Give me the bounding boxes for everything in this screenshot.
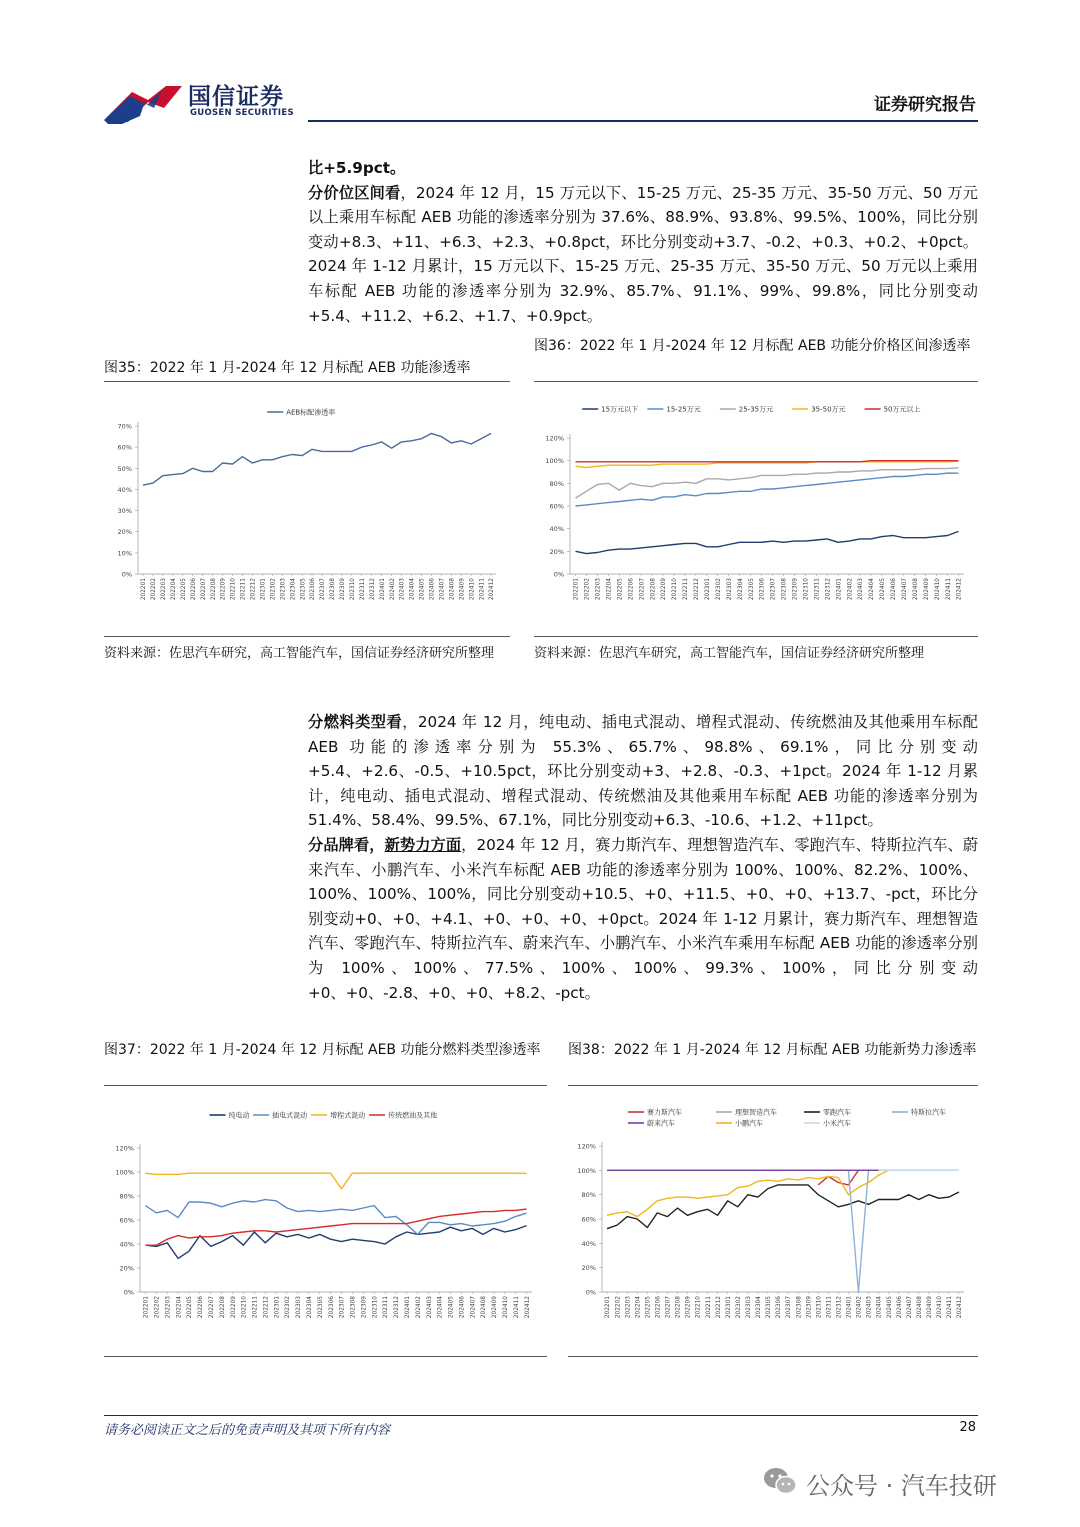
x-tick-label: 202408 <box>912 578 919 601</box>
x-tick-label: 202203 <box>161 578 168 601</box>
x-tick-label: 202405 <box>880 578 887 601</box>
x-tick-label: 202310 <box>816 1296 823 1319</box>
x-tick-label: 202406 <box>429 578 436 601</box>
x-tick-label: 202312 <box>825 578 832 601</box>
x-tick-label: 202308 <box>781 578 788 601</box>
x-tick-label: 202410 <box>934 578 941 601</box>
x-tick-label: 202403 <box>399 578 406 601</box>
x-tick-label: 202202 <box>151 578 158 601</box>
y-tick-label: 80% <box>119 1192 134 1201</box>
x-tick-label: 202407 <box>439 578 446 601</box>
figure-caption: 图38：2022 年 1 月-2024 年 12 月标配 AEB 功能新势力渗透率 <box>568 1042 977 1058</box>
x-tick-label: 202302 <box>735 1296 742 1319</box>
x-tick-label: 202204 <box>171 578 178 601</box>
y-tick-label: 80% <box>549 479 564 488</box>
x-tick-label: 202308 <box>350 1296 357 1319</box>
paragraph-sublead: 新势力方面 <box>384 835 462 854</box>
x-tick-label: 202406 <box>896 1296 903 1319</box>
x-tick-label: 202412 <box>524 1296 531 1319</box>
x-tick-label: 202301 <box>725 1296 732 1319</box>
x-tick-label: 202402 <box>856 1296 863 1319</box>
x-tick-label: 202311 <box>814 578 821 601</box>
x-tick-label: 202211 <box>240 578 247 601</box>
x-tick-label: 202402 <box>389 578 396 601</box>
x-tick-label: 202407 <box>902 578 909 601</box>
x-tick-label: 202312 <box>394 1296 401 1319</box>
x-tick-label: 202309 <box>806 1296 813 1319</box>
x-tick-label: 202203 <box>625 1296 632 1319</box>
source-rule <box>104 636 510 637</box>
x-tick-label: 202304 <box>290 578 297 601</box>
x-tick-label: 202205 <box>645 1296 652 1319</box>
legend-label: 25-35万元 <box>738 405 774 414</box>
source-rule <box>534 636 978 637</box>
x-tick-label: 202211 <box>683 578 690 601</box>
x-tick-label: 202302 <box>270 578 277 601</box>
watermark-text: 公众号 · 汽车技研 <box>806 1472 997 1500</box>
caption-rule <box>104 1085 547 1086</box>
x-tick-label: 202303 <box>726 578 733 601</box>
x-tick-label: 202304 <box>737 578 744 601</box>
source-rule <box>568 1356 978 1357</box>
x-tick-label: 202406 <box>891 578 898 601</box>
x-tick-label: 202206 <box>198 1296 205 1319</box>
x-tick-label: 202401 <box>379 578 386 601</box>
x-tick-label: 202406 <box>459 1296 466 1319</box>
legend-label: 小米汽车 <box>823 1119 851 1128</box>
x-tick-label: 202207 <box>200 578 207 601</box>
y-tick-label: 20% <box>581 1264 596 1273</box>
x-tick-label: 202410 <box>469 578 476 601</box>
x-tick-label: 202310 <box>372 1296 379 1319</box>
x-tick-label: 202410 <box>502 1296 509 1319</box>
x-tick-label: 202411 <box>947 1296 954 1319</box>
y-tick-label: 100% <box>545 457 564 466</box>
x-tick-label: 202206 <box>655 1296 662 1319</box>
x-tick-label: 202409 <box>492 1296 499 1319</box>
x-tick-label: 202306 <box>759 578 766 601</box>
y-tick-label: 20% <box>549 547 564 556</box>
x-tick-label: 202404 <box>876 1296 883 1319</box>
series-line <box>145 1226 526 1259</box>
x-tick-label: 202411 <box>945 578 952 601</box>
x-tick-label: 202401 <box>404 1296 411 1319</box>
y-tick-label: 60% <box>117 443 132 452</box>
y-tick-label: 80% <box>581 1191 596 1200</box>
paragraph-body: ，2024 年 12 月，15 万元以下、15-25 万元、25-35 万元、35-50 万元、50 万元以上乘用车标配 AEB 功能的渗透率分别为 37.6%、88.9%、93.8%、99.5%、100%，同比分别变动+8.3、+11、+6.3、+2.3、+0.8pct，环比分别变动+3.7、-0.2、+0.3、+0.2、+0pct。2024 年 1-12 月累计，15 万元以下、15-25 万元、25-35 万元、35-50 万元、50 万元以上乘用车标配 AEB 功能的渗透率分别为 32.9%、85.7%、91.1%、99%、99.8%，同比分别变动+5.4、+11.2、+6.2、+1.7、+0.9pct。 <box>308 183 978 325</box>
y-tick-label: 0% <box>121 570 132 579</box>
x-tick-label: 202407 <box>470 1296 477 1319</box>
x-tick-label: 202403 <box>426 1296 433 1319</box>
x-tick-label: 202402 <box>415 1296 422 1319</box>
legend-label: 蔚来汽车 <box>647 1119 675 1128</box>
x-tick-label: 202311 <box>826 1296 833 1319</box>
y-tick-label: 20% <box>119 1264 134 1273</box>
x-tick-label: 202306 <box>310 578 317 601</box>
paragraph-lead: 分燃料类型看 <box>308 713 403 731</box>
x-tick-label: 202308 <box>330 578 337 601</box>
caption-rule <box>534 381 978 382</box>
y-tick-label: 60% <box>581 1215 596 1224</box>
x-tick-label: 202403 <box>866 1296 873 1319</box>
y-tick-label: 100% <box>115 1168 134 1177</box>
legend-label: 赛力斯汽车 <box>647 1108 682 1117</box>
x-tick-label: 202302 <box>715 578 722 601</box>
x-tick-label: 202403 <box>858 578 865 601</box>
y-tick-label: 40% <box>117 485 132 494</box>
header-divider <box>308 120 978 122</box>
series-line <box>818 1170 959 1185</box>
x-tick-label: 202407 <box>906 1296 913 1319</box>
figure-source: 资料来源：佐思汽车研究，高工智能汽车，国信证券经济研究所整理 <box>104 646 495 661</box>
figure-caption: 图35：2022 年 1 月-2024 年 12 月标配 AEB 功能渗透率 <box>104 360 471 376</box>
x-tick-label: 202204 <box>635 1296 642 1319</box>
x-tick-label: 202311 <box>383 1296 390 1319</box>
legend-label: 小鹏汽车 <box>735 1119 763 1128</box>
x-tick-label: 202206 <box>628 578 635 601</box>
x-tick-label: 202410 <box>937 1296 944 1319</box>
wechat-icon <box>762 1466 798 1496</box>
footer-disclaimer: 请务必阅读正文之后的免责声明及其项下所有内容 <box>104 1423 391 1438</box>
x-tick-label: 202304 <box>306 1296 313 1319</box>
x-tick-label: 202209 <box>685 1296 692 1319</box>
x-tick-label: 202301 <box>260 578 267 601</box>
x-tick-label: 202212 <box>715 1296 722 1319</box>
x-tick-label: 202402 <box>847 578 854 601</box>
y-tick-label: 20% <box>117 528 132 537</box>
x-tick-label: 202207 <box>639 578 646 601</box>
x-tick-label: 202308 <box>796 1296 803 1319</box>
x-tick-label: 202401 <box>846 1296 853 1319</box>
legend-label: 15-25万元 <box>666 405 701 414</box>
x-tick-label: 202212 <box>694 578 701 601</box>
legend-label: 增程式混动 <box>330 1111 366 1120</box>
legend-label: 纯电动 <box>228 1111 250 1120</box>
legend-label: 15万元以下 <box>601 405 639 414</box>
paragraph-continuation: 比+5.9pct。 <box>308 159 406 177</box>
paragraph-price-range <box>308 156 978 328</box>
x-tick-label: 202202 <box>154 1296 161 1319</box>
y-tick-label: 40% <box>549 525 564 534</box>
x-tick-label: 202305 <box>300 578 307 601</box>
figure-caption: 图37：2022 年 1 月-2024 年 12 月标配 AEB 功能分燃料类型渗透率 <box>104 1042 541 1058</box>
x-tick-label: 202301 <box>705 578 712 601</box>
x-tick-label: 202307 <box>770 578 777 601</box>
x-tick-label: 202210 <box>241 1296 248 1319</box>
figure-caption: 图36：2022 年 1 月-2024 年 12 月标配 AEB 功能分价格区间渗透率 <box>534 338 971 354</box>
y-tick-label: 40% <box>581 1239 596 1248</box>
x-tick-label: 202411 <box>513 1296 520 1319</box>
x-tick-label: 202303 <box>746 1296 753 1319</box>
paragraph-body: ，2024 年 12 月，纯电动、插电式混动、增程式混动、传统燃油及其他乘用车标配 AEB 功能的渗透率分别为 55.3%、65.7%、98.8%、69.1%，同比分别变动+5.4、+2.6、-0.5、+10.5pct，环比分别变动+3、+2.8、-0.3、+1pct。2024 年 1-12 月累计，纯电动、插电式混动、增程式混动、传统燃油及其他乘用车标配 AEB 功能的渗透率分别为 51.4%、58.4%、99.5%、67.1%，同比分别变动+6.3、-10.6、+1.2、+11pct。 <box>308 713 978 830</box>
x-tick-label: 202412 <box>956 578 963 601</box>
x-tick-label: 202201 <box>605 1296 612 1319</box>
y-tick-label: 120% <box>545 434 564 443</box>
y-tick-label: 100% <box>577 1166 596 1175</box>
x-tick-label: 202408 <box>916 1296 923 1319</box>
x-tick-label: 202312 <box>369 578 376 601</box>
x-tick-label: 202208 <box>219 1296 226 1319</box>
x-tick-label: 202201 <box>143 1296 150 1319</box>
series-line <box>576 473 959 506</box>
x-tick-label: 202204 <box>176 1296 183 1319</box>
x-tick-label: 202412 <box>489 578 496 601</box>
x-tick-label: 202201 <box>573 578 580 601</box>
paragraph-lead: 分价位区间看 <box>308 183 401 202</box>
new-force-brand-penetration-chart <box>568 1096 978 1342</box>
x-tick-label: 202201 <box>141 578 148 601</box>
x-tick-label: 202203 <box>165 1296 172 1319</box>
x-tick-label: 202411 <box>479 578 486 601</box>
footer-divider <box>104 1415 978 1416</box>
series-line <box>143 433 491 485</box>
x-tick-label: 202412 <box>957 1296 964 1319</box>
x-tick-label: 202404 <box>409 578 416 601</box>
x-tick-label: 202302 <box>285 1296 292 1319</box>
paragraph-separator: ， <box>369 835 385 854</box>
x-tick-label: 202309 <box>340 578 347 601</box>
legend-label: 插电式混动 <box>272 1111 308 1120</box>
paragraph-body: ，2024 年 12 月，赛力斯汽车、理想智造汽车、零跑汽车、特斯拉汽车、蔚来汽车、小鹏汽车、小米汽车标配 AEB 功能的渗透率分别为 100%、100%、82.2%、100%、100%、100%、100%，同比分别变动+10.5、+0、+11.5、+0、+0、+13.7、-pct，环比分别变动+0、+0、+4.1、+0、+0、+0、+0pct。2024 年 1-12 月累计，赛力斯汽车、理想智造汽车、零跑汽车、特斯拉汽车、蔚来汽车、小鹏汽车、小米汽车乘用车标配 AEB 功能的渗透率分别为 100%、100%、77.5%、100%、100%、99.3%、100%，同比分别变动+0、+0、-2.8、+0、+0、+8.2、-pct。 <box>308 835 979 1002</box>
legend-label: 特斯拉汽车 <box>911 1108 946 1117</box>
x-tick-label: 202401 <box>836 578 843 601</box>
x-tick-label: 202205 <box>617 578 624 601</box>
series-line <box>576 468 959 498</box>
x-tick-label: 202210 <box>695 1296 702 1319</box>
x-tick-label: 202309 <box>792 578 799 601</box>
guosen-logo-icon <box>104 78 184 124</box>
y-tick-label: 0% <box>585 1288 596 1297</box>
x-tick-label: 202206 <box>190 578 197 601</box>
x-tick-label: 202205 <box>187 1296 194 1319</box>
source-rule <box>104 1356 547 1357</box>
fuel-type-penetration-chart <box>104 1096 547 1342</box>
caption-rule <box>568 1085 978 1086</box>
page-number: 28 <box>959 1420 976 1435</box>
x-tick-label: 202307 <box>339 1296 346 1319</box>
x-tick-label: 202409 <box>459 578 466 601</box>
x-tick-label: 202211 <box>705 1296 712 1319</box>
legend-label: 零跑汽车 <box>823 1108 851 1117</box>
x-tick-label: 202304 <box>756 1296 763 1319</box>
x-tick-label: 202408 <box>481 1296 488 1319</box>
legend-label: AEB标配渗透率 <box>286 408 336 417</box>
x-tick-label: 202301 <box>274 1296 281 1319</box>
x-tick-label: 202405 <box>448 1296 455 1319</box>
y-tick-label: 60% <box>549 502 564 511</box>
series-line <box>576 531 959 553</box>
x-tick-label: 202208 <box>650 578 657 601</box>
paragraph-fuel-type <box>308 710 978 1005</box>
x-tick-label: 202209 <box>230 1296 237 1319</box>
x-tick-label: 202210 <box>230 578 237 601</box>
y-tick-label: 30% <box>117 507 132 516</box>
x-tick-label: 202409 <box>927 1296 934 1319</box>
x-tick-label: 202212 <box>263 1296 270 1319</box>
x-tick-label: 202305 <box>317 1296 324 1319</box>
y-tick-label: 60% <box>119 1216 134 1225</box>
series-line <box>607 1170 959 1292</box>
caption-rule <box>104 381 510 382</box>
y-tick-label: 40% <box>119 1240 134 1249</box>
y-tick-label: 0% <box>553 570 564 579</box>
x-tick-label: 202405 <box>419 578 426 601</box>
series-line <box>145 1173 526 1189</box>
x-tick-label: 202211 <box>252 1296 259 1319</box>
x-tick-label: 202203 <box>595 578 602 601</box>
x-tick-label: 202202 <box>584 578 591 601</box>
logo-text-en: GUOSEN SECURITIES <box>190 108 294 118</box>
series-line <box>607 1185 959 1229</box>
x-tick-label: 202303 <box>280 578 287 601</box>
x-tick-label: 202207 <box>208 1296 215 1319</box>
aeb-penetration-chart <box>104 392 510 632</box>
x-tick-label: 202306 <box>328 1296 335 1319</box>
x-tick-label: 202204 <box>606 578 613 601</box>
x-tick-label: 202312 <box>836 1296 843 1319</box>
x-tick-label: 202209 <box>220 578 227 601</box>
x-tick-label: 202309 <box>361 1296 368 1319</box>
x-tick-label: 202207 <box>665 1296 672 1319</box>
x-tick-label: 202209 <box>661 578 668 601</box>
x-tick-label: 202305 <box>766 1296 773 1319</box>
y-tick-label: 120% <box>115 1144 134 1153</box>
x-tick-label: 202208 <box>675 1296 682 1319</box>
series-line <box>607 1170 959 1216</box>
logo-text-cn: 国信证券 <box>188 84 284 110</box>
x-tick-label: 202311 <box>359 578 366 601</box>
x-tick-label: 202307 <box>320 578 327 601</box>
x-tick-label: 202210 <box>672 578 679 601</box>
figure-source: 资料来源：佐思汽车研究，高工智能汽车，国信证券经济研究所整理 <box>534 646 925 661</box>
x-tick-label: 202303 <box>296 1296 303 1319</box>
y-tick-label: 10% <box>117 549 132 558</box>
legend-label: 传统燃油及其他 <box>388 1111 438 1120</box>
x-tick-label: 202405 <box>886 1296 893 1319</box>
x-tick-label: 202408 <box>449 578 456 601</box>
x-tick-label: 202307 <box>786 1296 793 1319</box>
legend-label: 理想智造汽车 <box>735 1108 777 1117</box>
x-tick-label: 202310 <box>350 578 357 601</box>
x-tick-label: 202212 <box>250 578 257 601</box>
x-tick-label: 202306 <box>776 1296 783 1319</box>
price-range-penetration-chart <box>534 392 978 632</box>
x-tick-label: 202305 <box>748 578 755 601</box>
x-tick-label: 202404 <box>869 578 876 601</box>
y-tick-label: 70% <box>117 422 132 431</box>
x-tick-label: 202404 <box>437 1296 444 1319</box>
y-tick-label: 50% <box>117 464 132 473</box>
y-tick-label: 120% <box>577 1142 596 1151</box>
legend-label: 35-50万元 <box>811 405 846 414</box>
x-tick-label: 202205 <box>180 578 187 601</box>
report-type-label: 证券研究报告 <box>874 95 976 115</box>
paragraph-lead: 分品牌看 <box>308 835 370 854</box>
x-tick-label: 202202 <box>615 1296 622 1319</box>
x-tick-label: 202409 <box>923 578 930 601</box>
legend-label: 50万元以上 <box>883 405 921 414</box>
x-tick-label: 202310 <box>803 578 810 601</box>
y-tick-label: 0% <box>123 1288 134 1297</box>
x-tick-label: 202208 <box>210 578 217 601</box>
